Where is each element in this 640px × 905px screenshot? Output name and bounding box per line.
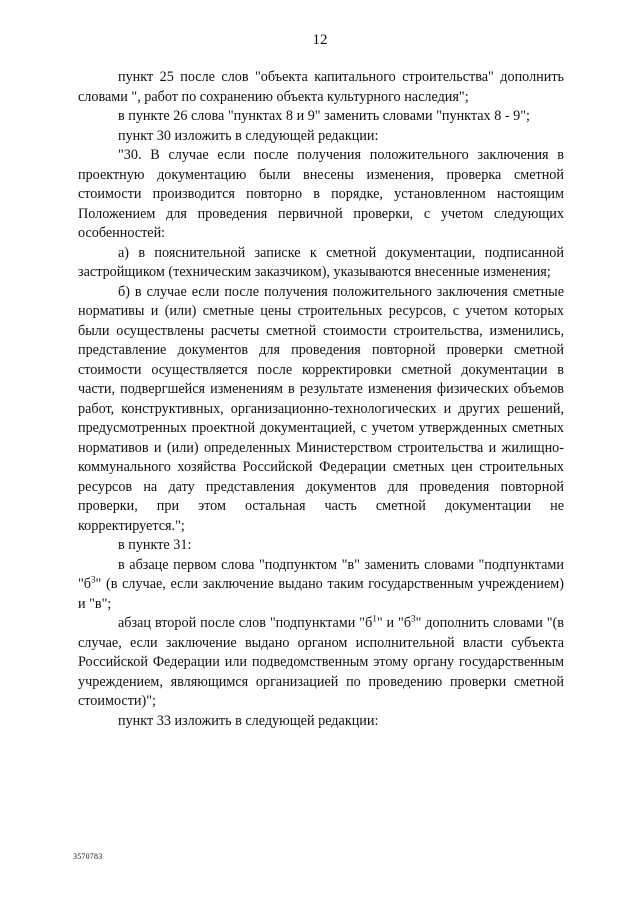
paragraph-text: " дополнить словами "(в случае, если заключение выдано органом исполнительной власти субъекта Российской Федерации или подведомственным этому органу государственным учреждением, являющимся организацией по проведению проверки сметной стоимости)"; xyxy=(78,615,564,709)
paragraph-item-30-intro xyxy=(78,127,564,147)
paragraph-item-25 xyxy=(78,68,564,107)
paragraph-text: пункт 33 изложить в следующей редакции: xyxy=(118,712,379,729)
paragraph-text: в пункте 31: xyxy=(118,537,192,553)
paragraph-text: в пункте 26 слова "пунктах 8 и 9" заменить словами "пунктах 8 - 9"; xyxy=(118,108,530,124)
paragraph-item-31-first xyxy=(78,556,564,615)
paragraph-item-31-second xyxy=(78,614,564,712)
subparagraph-a xyxy=(78,244,564,283)
paragraph-text: б) в случае если после получения положительного заключения сметные нормативы и (или) сметные цены строительных ресурсов, с учетом которых были осуществлены расчеты сметной стоимости строительства, изменились, представление документов для проведения повторной проверки сметной стоимости осуществляется после корректировки сметной документации в части, подвергшейся изменениям в результате изменения физических объемов работ, конструктивных, организационно-технологических и других решений, предусмотренных проектной документацией, с учетом утвержденных сметных нормативов и (или) определенных Министерством строительства и жилищно-коммунального хозяйства Российской Федерации сметных цен строительных ресурсов на дату представления документов для проведения повторной проверки, при этом остальная часть сметной документации не корректируется."; xyxy=(78,283,564,534)
paragraph-text: "30. В случае если после получения положительного заключения в проектную документацию были внесены изменения, проверка сметной стоимости производится повторно в порядке, установленном настоящим Положением для проведения первичной проверки, с учетом следующих особенностей: xyxy=(78,147,564,241)
superscript: 3 xyxy=(411,613,416,624)
paragraph-text: пункт 25 после слов "объекта капитального строительства" дополнить словами ", работ по сохранению объекта культурного наследия"; xyxy=(78,69,564,105)
document-code: 3570783 xyxy=(73,852,103,861)
page-number: 12 xyxy=(312,32,328,48)
paragraph-item-33-intro xyxy=(78,712,564,732)
paragraph-text: " (в случае, если заключение выдано таким государственным учреждением) и "в"; xyxy=(78,576,564,612)
superscript: 3 xyxy=(91,574,96,585)
paragraph-item-30-text xyxy=(78,146,564,244)
paragraph-item-26 xyxy=(78,107,564,127)
subparagraph-b xyxy=(78,283,564,537)
document-body xyxy=(78,68,564,731)
superscript: 1 xyxy=(372,613,377,624)
paragraph-text: а) в пояснительной записке к сметной документации, подписанной застройщиком (техническим заказчиком), указываются внесенные изменения; xyxy=(78,244,564,280)
paragraph-text: абзац второй после слов "подпунктами "б xyxy=(118,615,373,631)
paragraph-text: пункт 30 изложить в следующей редакции: xyxy=(118,127,379,144)
paragraph-text: в абзаце первом слова "подпунктом "в" заменить словами "подпунктами "б xyxy=(78,556,564,592)
paragraph-item-31-intro xyxy=(78,536,564,556)
paragraph-text: " и "б xyxy=(376,615,412,631)
